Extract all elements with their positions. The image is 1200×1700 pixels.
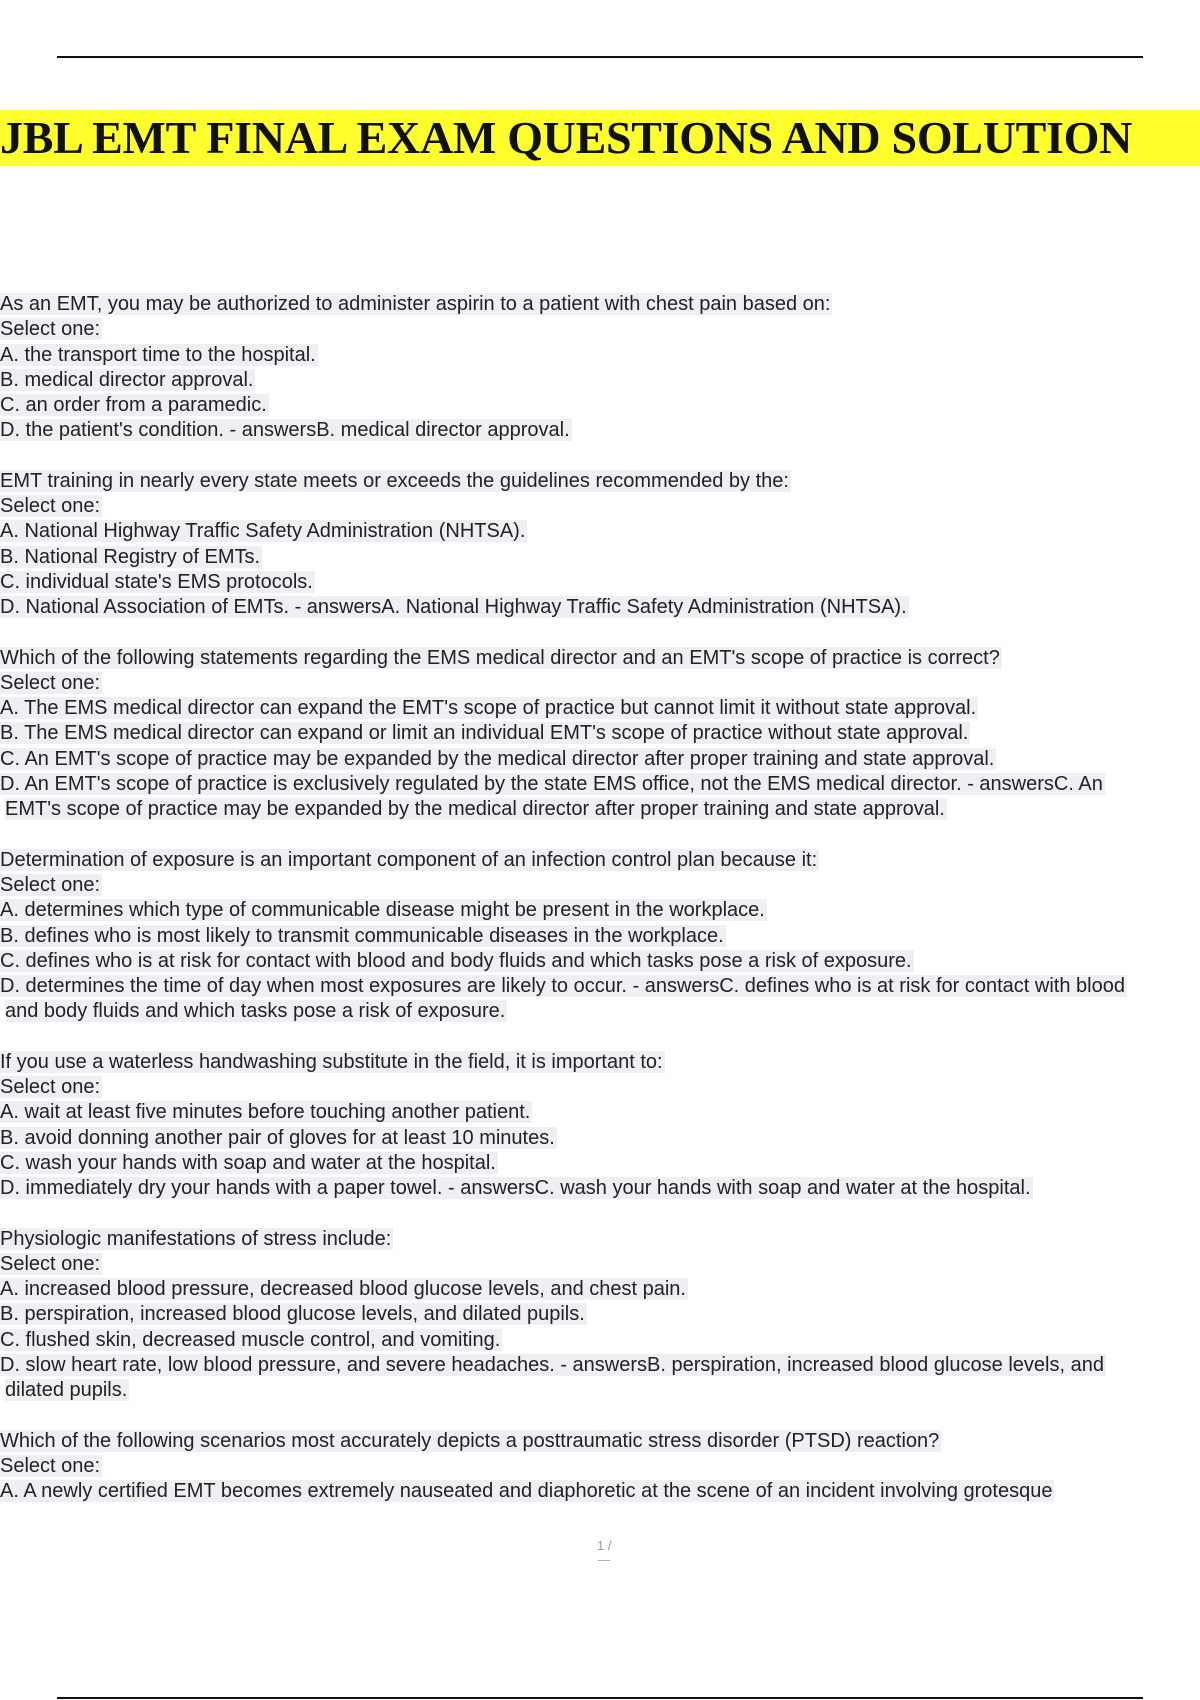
question-block <box>0 1227 1200 1404</box>
option-b: B. defines who is most likely to transmit communicable diseases in the workplace. <box>0 924 724 947</box>
question-text: Which of the following statements regarding the EMS medical director and an EMT's scope of practice is correct? <box>0 646 1000 669</box>
question-block <box>0 1429 1200 1505</box>
question-block <box>0 292 1200 444</box>
question-block <box>0 646 1200 823</box>
option-b: B. medical director approval. <box>0 368 254 391</box>
option-b: B. The EMS medical director can expand or limit an individual EMT's scope of practice without state approval. <box>0 722 969 745</box>
question-text: If you use a waterless handwashing substitute in the field, it is important to: <box>0 1050 663 1073</box>
option-c: C. wash your hands with soap and water at the hospital. <box>0 1151 496 1174</box>
option-d-answer: D. immediately dry your hands with a paper towel. - answersC. wash your hands with soap and water at the hospital. <box>0 1177 1031 1200</box>
top-rule <box>57 56 1143 58</box>
option-a: A. National Highway Traffic Safety Administration (NHTSA). <box>0 520 526 543</box>
question-text: Determination of exposure is an important component of an infection control plan because it: <box>0 848 818 871</box>
select-one-label: Select one: <box>0 318 101 341</box>
option-b: B. avoid donning another pair of gloves for at least 10 minutes. <box>0 1126 555 1149</box>
question-block <box>0 848 1200 1025</box>
select-one-label: Select one: <box>0 1076 101 1099</box>
select-one-label: Select one: <box>0 495 101 518</box>
option-a: A. the transport time to the hospital. <box>0 343 316 366</box>
question-text: Physiologic manifestations of stress include: <box>0 1227 392 1250</box>
select-one-label: Select one: <box>0 873 101 896</box>
option-c: C. individual state's EMS protocols. <box>0 570 313 593</box>
option-c: C. An EMT's scope of practice may be expanded by the medical director after proper training and state approval. <box>0 747 995 770</box>
option-c: C. defines who is at risk for contact with blood and body fluids and which tasks pose a risk of exposure. <box>0 949 912 972</box>
option-a: A. A newly certified EMT becomes extremely nauseated and diaphoretic at the scene of an incident involving grotesque <box>0 1480 1053 1503</box>
question-list <box>0 292 1200 1527</box>
question-text: EMT training in nearly every state meets or exceeds the guidelines recommended by the: <box>0 469 789 492</box>
question-block <box>0 469 1200 621</box>
option-b: B. perspiration, increased blood glucose levels, and dilated pupils. <box>0 1303 585 1326</box>
option-a: A. determines which type of communicable disease might be present in the workplace. <box>0 899 765 922</box>
answer-continuation: EMT's scope of practice may be expanded by the medical director after proper training and state approval. <box>5 798 945 821</box>
option-a: A. The EMS medical director can expand the EMT's scope of practice but cannot limit it without state approval. <box>0 697 977 720</box>
document-title: JBL EMT FINAL EXAM QUESTIONS AND SOLUTION <box>0 112 1132 163</box>
question-block <box>0 1050 1200 1202</box>
option-d-answer: D. the patient's condition. - answersB. medical director approval. <box>0 419 570 442</box>
select-one-label: Select one: <box>0 1252 101 1275</box>
option-a: A. wait at least five minutes before touching another patient. <box>0 1101 531 1124</box>
bottom-rule <box>57 1697 1143 1699</box>
option-d-answer: D. determines the time of day when most exposures are likely to occur. - answersC. defines who is at risk for contact with blood <box>0 975 1125 998</box>
page-number: 1 / <box>597 1538 612 1553</box>
select-one-label: Select one: <box>0 671 101 694</box>
answer-continuation: and body fluids and which tasks pose a risk of exposure. <box>5 1000 506 1023</box>
option-d-answer: D. slow heart rate, low blood pressure, and severe headaches. - answersB. perspiration, increased blood glucose levels, and <box>0 1353 1104 1376</box>
question-text: Which of the following scenarios most accurately depicts a posttraumatic stress disorder (PTSD) reaction? <box>0 1429 940 1452</box>
option-d-answer: D. An EMT's scope of practice is exclusively regulated by the state EMS office, not the EMS medical director. - answersC. An <box>0 773 1103 796</box>
page-number-underline <box>598 1560 610 1561</box>
title-highlight <box>0 110 1200 166</box>
option-c: C. flushed skin, decreased muscle control, and vomiting. <box>0 1328 501 1351</box>
option-a: A. increased blood pressure, decreased blood glucose levels, and chest pain. <box>0 1278 686 1301</box>
option-c: C. an order from a paramedic. <box>0 394 267 417</box>
option-b: B. National Registry of EMTs. <box>0 545 261 568</box>
option-d-answer: D. National Association of EMTs. - answersA. National Highway Traffic Safety Administration (NHTSA). <box>0 596 907 619</box>
select-one-label: Select one: <box>0 1454 101 1477</box>
answer-continuation: dilated pupils. <box>5 1379 128 1402</box>
question-text: As an EMT, you may be authorized to administer aspirin to a patient with chest pain based on: <box>0 293 831 315</box>
